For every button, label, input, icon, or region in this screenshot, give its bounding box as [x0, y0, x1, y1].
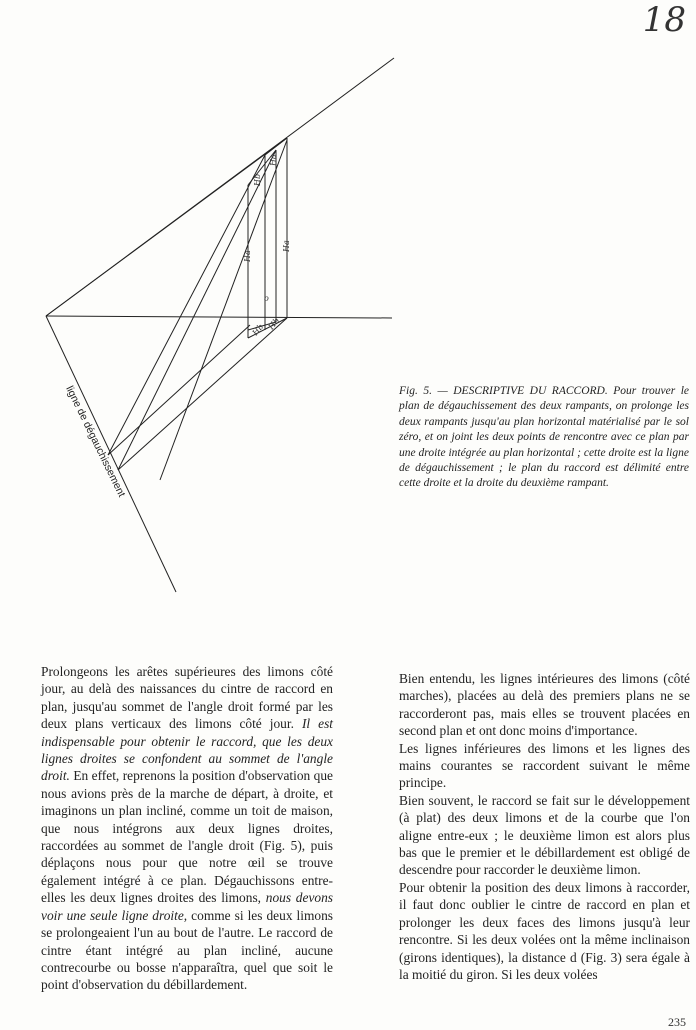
- right-paragraph-2: Les lignes inférieures des limons et les lignes des mains courantes se raccordent suivant le même principe.: [399, 740, 690, 791]
- handwritten-page-mark: 18: [642, 0, 686, 40]
- dimension-mark: Hb: [253, 173, 262, 186]
- dimension-mark: Ha: [269, 154, 278, 166]
- dimension-mark: Ha: [282, 240, 291, 252]
- right-column: [399, 670, 690, 983]
- caption-text: Pour trouver le plan de dégauchissement des deux rampants, on prolonge les deux rampants jusqu'au plan horizontal matérialisé par le sol zéro, et on joint les deux points de rencontre avec ce plan par une droite intégrée au plan horizontal ; cette droite est la ligne de dégauchissement ; le plan du raccord est délimité entre cette droite et la droite du deuxième rampant.: [399, 385, 690, 490]
- right-paragraph-4: Pour obtenir la position des deux limons à raccorder, il faut donc oublier le cintre de raccord en plan et prolonger les deux faces des limons jusqu'à leur rencontre. Si les deux volées ont la même inclinaison (girons identiques), la distance d (Fig. 3) sera égale à la moitié du giron. Si les deux volées: [399, 879, 690, 982]
- limon-diagonal-2: [118, 150, 276, 470]
- text-run: Prolongeons les arêtes supérieures des limons côté jour, au delà des naissances du cintre de raccord en plan, jusqu'au sommet de l'angle droit formé par les deux plans verticaux des limons côté jour.: [41, 664, 333, 732]
- horizontal-line: [46, 316, 392, 318]
- page-number: 235: [668, 1015, 686, 1029]
- dimension-mark: Ha: [243, 250, 252, 262]
- dimension-mark: o: [264, 294, 269, 303]
- emphasis-text: nous devons voir une seule ligne droite,: [41, 890, 333, 923]
- text-run: En effet, reprenons la position d'observation que nous avions près de la marche de départ, à droite, et imaginons un plan incliné, comme un toit de maison, que nous intégrons aux deux lignes droites, raccordées au sommet de l'angle droit (Fig. 5), puis déplaçons nous pour que notre œil se trouve également intégré à ce plan. Dégauchissons entre-elles les deux lignes droites des limons,: [41, 768, 333, 906]
- limon-diagonal-5: [160, 140, 287, 480]
- dimension-mark: Hb: [266, 316, 282, 332]
- text-run: comme si les deux limons se prolongeaient l'un au bout de l'autre. Le raccord de cintre étant intégré au plan incliné, aucune contrecourbe ou bosse n'apparaîtra, quel que soit le point d'observation du débillardement.: [41, 907, 334, 993]
- right-paragraph-1: Bien entendu, les lignes intérieures des limons (côté marches), placées au delà des premiers plans ne se raccorderont pas, mais elles se trouvent placées en second plan et ont donc moins d'importance.: [399, 671, 690, 739]
- caption-head: Fig. 5. — DESCRIPTIVE DU RACCORD.: [399, 385, 608, 397]
- limon-diagonal-4: [118, 318, 287, 470]
- degauchissement-line: [46, 316, 176, 592]
- second-rampant-line: [46, 138, 287, 316]
- left-column: [41, 663, 333, 994]
- left-paragraph: [41, 663, 333, 994]
- figure-caption: [399, 384, 689, 492]
- limon-diagonal-3: [108, 325, 250, 455]
- right-paragraph-3: Bien souvent, le raccord se fait sur le développement (à plat) des deux limons et de la courbe que l'on aligne entre-eux ; le deuxième limon est alors plus bas que le premier et le débillardement est obligé de descendre pour raccorder le deuxième limon.: [399, 792, 690, 878]
- degauchissement-label: ligne de dégauchissement: [63, 384, 128, 499]
- emphasis-text: Il est indispensable pour obtenir le raccord, que les deux lignes droites se confondent au sommet de l'angle droit.: [41, 716, 333, 784]
- dimension-mark: Hb: [250, 322, 266, 338]
